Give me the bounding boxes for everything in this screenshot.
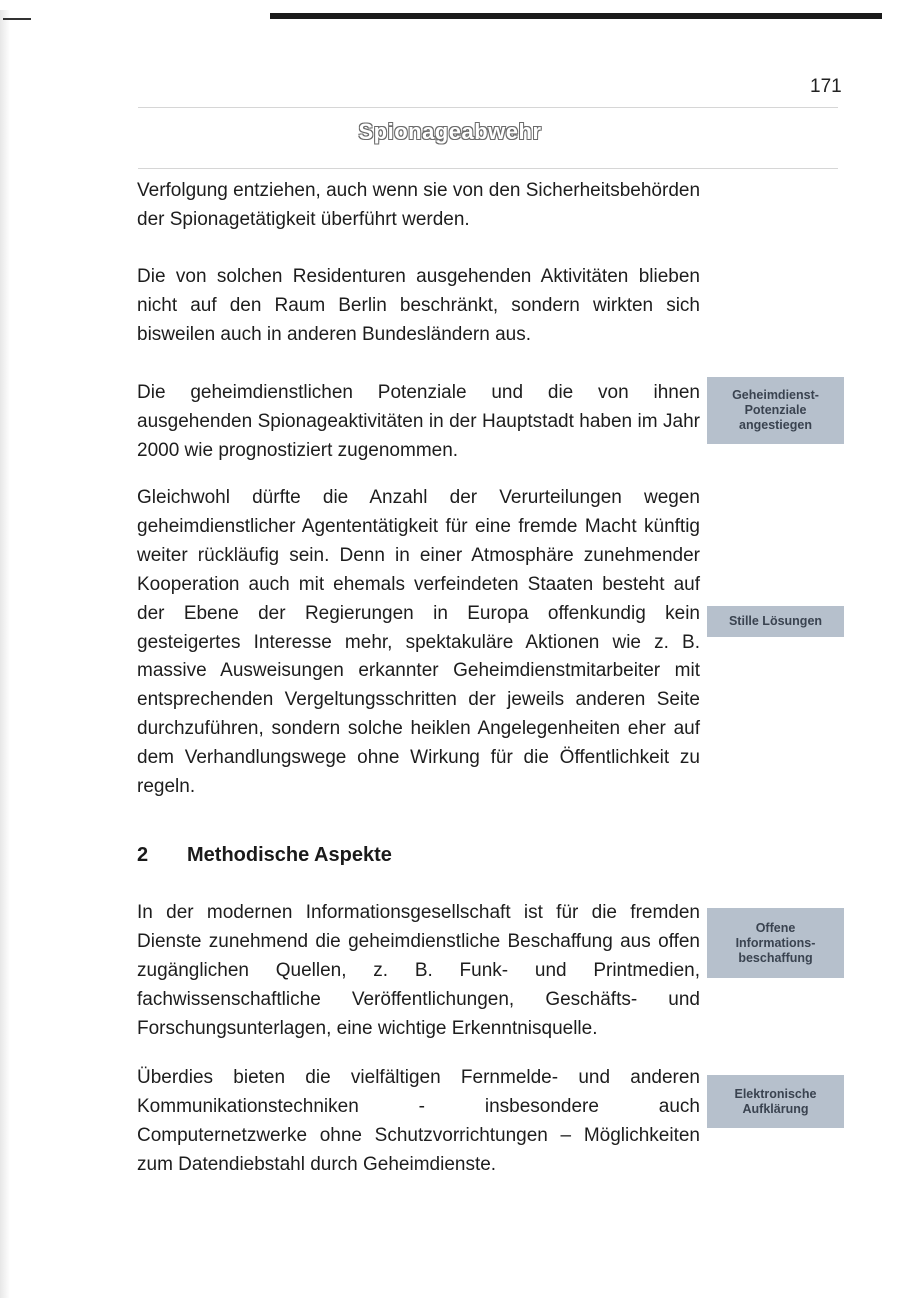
margin-note: Elektronische Aufklärung	[707, 1075, 844, 1128]
crop-mark	[3, 18, 31, 20]
section-heading	[137, 844, 392, 867]
paragraph: In der modernen Informationsgesellschaft ist für die fremden Dienste zunehmend die geheimdienstliche Beschaffung aus offen zugänglichen Quellen, z. B. Funk- und Printmedien, fachwissenschaftliche Veröffentlichungen, Geschäfts- und Forschungsunterlagen, eine wichtige Erkenntnisquelle.	[137, 902, 700, 1039]
paragraph: Gleichwohl dürfte die Anzahl der Verurteilungen wegen geheimdienstlicher Agententätigkeit für eine fremde Macht künftig weiter rückläufig sein. Denn in einer Atmosphäre zunehmender Kooperation auch mit ehemals verfeindeten Staaten besteht auf der Ebene der Regierungen in Europa offenkundig kein gesteigertes Interesse mehr, spektakuläre Aktionen wie z. B. massive Ausweisungen erkannter Geheimdienstmitarbeiter mit entsprechenden Vergeltungsschritten der jeweils anderen Seite durchzuführen, sondern solche heiklen Angelegenheiten eher auf dem Verhandlungswege ohne Wirkung für die Öffentlichkeit zu regeln.	[137, 487, 700, 798]
page-number: 171	[810, 76, 842, 97]
header-rule-bottom	[138, 168, 838, 169]
margin-note: Geheimdienst- Potenziale angestiegen	[707, 377, 844, 444]
section-number: 2	[137, 844, 149, 866]
page-edge-shadow	[0, 10, 10, 1298]
paragraph: Verfolgung entziehen, auch wenn sie von den Sicherheitsbehörden der Spionagetätigkeit überführt werden.	[137, 180, 701, 230]
paragraph: Die geheimdienstlichen Potenziale und die von ihnen ausgehenden Spionageaktivitäten in der Hauptstadt haben im Jahr 2000 wie prognostiziert zugenommen.	[137, 382, 700, 461]
top-rule	[270, 13, 882, 19]
margin-note: Offene Informations- beschaffung	[707, 908, 844, 978]
margin-note: Stille Lösungen	[707, 606, 844, 637]
paragraph: Überdies bieten die vielfältigen Fernmelde- und anderen Kommunikationstechniken - insbesondere auch Computernetzwerke ohne Schutzvorrichtungen – Möglichkeiten zum Datendiebstahl durch Geheimdienste.	[137, 1067, 700, 1175]
running-head: Spionageabwehr	[358, 119, 542, 144]
header-rule-top	[138, 107, 838, 108]
section-title: Methodische Aspekte	[187, 844, 392, 866]
paragraph: Die von solchen Residenturen ausgehenden Aktivitäten blieben nicht auf den Raum Berlin beschränkt, sondern wirkten sich bisweilen auch in anderen Bundesländern aus.	[137, 266, 700, 345]
